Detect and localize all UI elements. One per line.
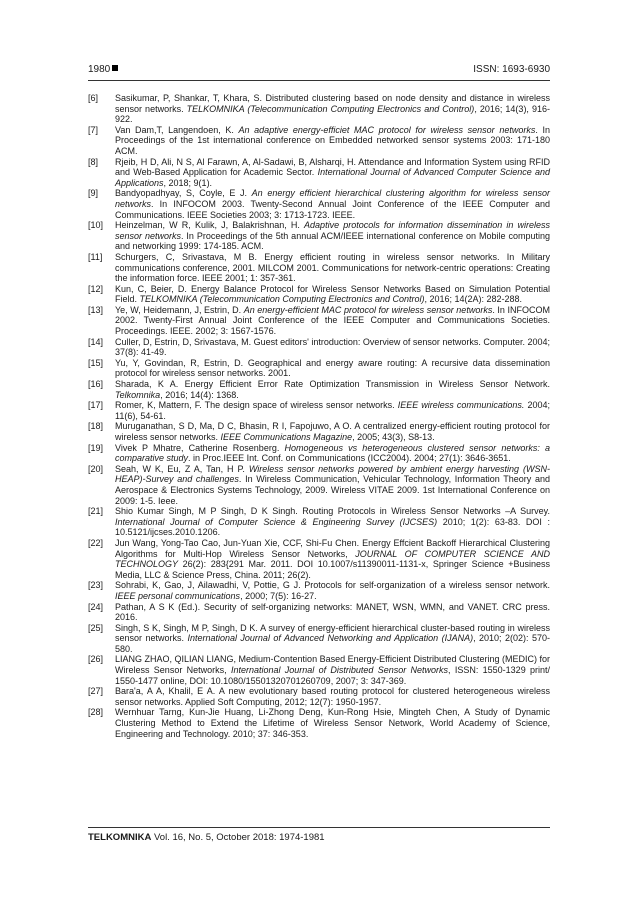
reference-text [115, 358, 550, 379]
reference-text [115, 580, 550, 601]
reference-text [115, 157, 550, 188]
reference-number: [28] [88, 707, 104, 718]
reference-segment: Sasikumar, P, Shankar, T, Khara, S. Distributed clustering based on node density and distance in wireless sensor networks. [115, 93, 550, 114]
reference-text [115, 623, 550, 654]
reference-segment: Pathan, A S K (Ed.). Security of self-organizing networks: MANET, WSN, WMN, and VANET. CRC press. 2016. [115, 601, 550, 623]
reference-text [115, 188, 550, 219]
reference-text [115, 654, 550, 685]
reference-item [88, 421, 550, 442]
reference-text [115, 538, 550, 580]
reference-item [88, 220, 550, 252]
reference-item [88, 358, 550, 379]
reference-item [88, 125, 550, 157]
reference-segment: Singh, S K, Singh, M P, Singh, D K. A survey of energy-efficient hierarchical cluster-based routing in wireless sensor networks. [115, 622, 550, 644]
reference-venue: An energy efficient hierarchical clustering algorithm for wireless sensor networks [115, 188, 551, 209]
journal-name: TELKOMNIKA [88, 832, 152, 843]
reference-number: [15] [88, 357, 104, 368]
reference-number: [12] [88, 283, 104, 294]
reference-number: [11] [88, 251, 103, 262]
reference-segment: Shio Kumar Singh, M P Singh, D K Singh. Routing Protocols in Wireless Sensor Networks –A Survey. [115, 506, 550, 517]
square-icon [112, 65, 118, 71]
reference-segment: Rjeib, H D, Ali, N S, Al Farawn, A, Al-Sadawi, B, Alsharqi, H. Attendance and Information System using RFID and Web-Based Application for Academic Sector. [115, 156, 550, 178]
reference-segment: Kun, C, Beier, D. Energy Balance Protocol for Wireless Sensor Networks Based on Simulation Potential Field. [115, 283, 550, 305]
reference-number: [22] [88, 537, 104, 548]
page-header [88, 64, 550, 78]
reference-segment: Bara'a, A A, Khalil, E A. A new evolutionary based routing protocol for clustered heterogeneous wireless sensor networks. Applied Soft Computing, 2012; 12(7): 1950-1957. [115, 686, 550, 707]
reference-text [115, 400, 550, 421]
reference-item [88, 337, 550, 358]
reference-number: [14] [88, 336, 104, 347]
reference-text [115, 284, 550, 305]
reference-number: [16] [88, 379, 104, 390]
reference-item [88, 400, 550, 421]
reference-number: [23] [88, 580, 104, 591]
reference-segment: Seah, W K, Eu, Z A, Tan, H P. [115, 463, 249, 474]
reference-segment: , 2018; 9(1). [163, 177, 213, 188]
header-divider [88, 80, 550, 81]
reference-venue: Adaptive protocols for information dissemination in wireless sensor networks [115, 220, 550, 241]
reference-segment: , ISSN: 1550-1329 print/ 1550-1477 online, DOI: 10.1080/15501320701260709, 2007; 3: 347-369. [115, 665, 551, 686]
reference-venue: International Journal of Advanced Networking and Application (IJANA) [187, 633, 474, 644]
reference-item [88, 379, 550, 400]
reference-item [88, 623, 550, 655]
reference-venue: IEEE personal communications [115, 590, 241, 601]
reference-number: [24] [88, 601, 104, 612]
reference-text [115, 707, 550, 738]
reference-item [88, 284, 550, 305]
reference-segment: Sharada, K A. Energy Efficient Error Rate Optimization Transmission in Wireless Sensor Network. [115, 379, 550, 390]
reference-number: [10] [88, 220, 104, 231]
reference-segment: Heinzelman, W R, Kulik, J, Balakrishnan, H. [115, 220, 305, 231]
reference-segment: Vivek P Mhatre, Catherine Rosenberg. [115, 442, 285, 453]
reference-venue: JOURNAL OF COMPUTER SCIENCE AND TECHNOLOGY [115, 548, 550, 570]
reference-number: [13] [88, 304, 104, 315]
reference-segment: Sohrabi, K, Gao, J, Ailawadhi, V, Pottie, G J. Protocols for self-organization of a wireless sensor network. [115, 580, 550, 591]
reference-item [88, 443, 550, 464]
reference-item [88, 305, 550, 337]
reference-venue: International Journal of Advanced Computer Science and Applications [115, 167, 551, 188]
reference-segment: Wernhuar Tarng, Kun-Jie Huang, Li-Zhong Deng, Kun-Rong Hsie, Mingteh Chen, A Study of Dynamic Clustering Method to Extend the Lifetime of Wireless Sensor Network, World Academy of Science, Engineering and Technology. 2010; 37: 346-353. [115, 707, 550, 739]
reference-venue: TELKOMNIKA (Telecommunication Computing Electronics and Control) [186, 103, 475, 114]
reference-number: [21] [88, 506, 104, 517]
reference-segment: Yu, Y, Govindan, R, Estrin, D. Geographical and energy aware routing: A recursive data dissemination protocol for wireless sensor networks. 2001. [115, 357, 550, 379]
reference-segment: , 2016; 14(3), 916-922. [115, 103, 550, 125]
reference-text [115, 220, 550, 251]
reference-text [115, 337, 550, 358]
reference-segment: . In INFOCOM 2002. Twenty-First Annual Joint Conference of the IEEE Computer and Communications Societies. Proceedings. IEEE. 2002; 3: 1567-1576. [115, 304, 550, 337]
reference-venue: Telkomnika [115, 389, 161, 400]
reference-item [88, 93, 550, 125]
reference-number: [20] [88, 463, 104, 474]
reference-segment: Van Dam,T, Langendoen, K. [115, 124, 239, 135]
reference-segment: , 2016; 14(4): 1368. [160, 389, 239, 400]
reference-item [88, 538, 550, 580]
reference-list [88, 93, 550, 739]
reference-venue: An energy-efficient MAC protocol for wireless sensor networks [243, 304, 493, 315]
reference-item [88, 464, 550, 506]
reference-text [115, 421, 550, 442]
reference-segment: , 2000; 7(5): 16-27. [240, 590, 317, 601]
reference-number: [17] [88, 400, 104, 411]
journal-citation: Vol. 16, No. 5, October 2018: 1974-1981 [151, 832, 325, 843]
reference-item [88, 654, 550, 686]
reference-item [88, 602, 550, 623]
reference-venue: International Journal of Computer Science & Engineering Survey (IJCSES) [115, 516, 438, 527]
reference-item [88, 188, 550, 220]
reference-number: [18] [88, 421, 104, 432]
reference-segment: . In INFOCOM 2003. Twenty-Second Annual Joint Conference of the IEEE Computer and Communications. IEEE Societies 2003; 3: 1713-1723. IEEE. [115, 198, 550, 220]
reference-number: [25] [88, 622, 104, 633]
reference-segment: 2004; 11(6), 54-61. [115, 400, 550, 421]
reference-segment: , 2016; 14(2A): 282-288. [424, 294, 523, 305]
reference-item [88, 252, 550, 284]
footer-divider [88, 827, 550, 828]
reference-segment: LIANG ZHAO, QILIAN LIANG, Medium-Contention Based Energy-Efficient Distributed Clustering (MEDIC) for Wireless Sensor Networks, [115, 654, 550, 676]
reference-venue: IEEE Communications Magazine [220, 432, 353, 442]
reference-segment: . In Proceedings of the 1st international conference on Embedded networked sensor systems 2003: 171-180 ACM. [115, 124, 550, 156]
reference-text [115, 125, 550, 156]
reference-text [115, 443, 550, 464]
reference-item [88, 157, 550, 189]
reference-segment: Culler, D, Estrin, D, Srivastava, M. Guest editors' introduction: Overview of sensor networks. Computer. 2004; 37(8): 41-49. [115, 336, 550, 358]
reference-text [115, 252, 550, 283]
page-footer [88, 832, 325, 843]
reference-number: [6] [88, 93, 99, 103]
reference-item [88, 580, 550, 601]
reference-segment: 26(2): 283{291 Mar. 2011. DOI 10.1007/s11390011-1131-x, Springer Science +Business Media, LLC & Science Press, China. 2011; 26(2). [115, 559, 550, 580]
reference-segment: Muruganathan, S D, Ma, D C, Bhasin, R I, Fapojuwo, A O. A centralized energy-efficient routing protocol for wireless sensor networks. [115, 421, 550, 442]
reference-number: [7] [88, 124, 99, 135]
reference-segment: 2010; 1(2): 63-83. DOI : 10.5121/ijcses.2010.1206. [115, 516, 550, 538]
reference-number: [9] [88, 188, 99, 199]
reference-item [88, 707, 550, 739]
reference-text [115, 686, 550, 707]
reference-segment: Schurgers, C, Srivastava, M B. Energy efficient routing in wireless sensor networks. In Military communications conference, 2001. MILCOM 2001. Communications for network-centric operations: Creating the information force. IEEE 2001; 1: 357-361. [115, 251, 550, 284]
reference-venue: Homogeneous vs heterogeneous clustered sensor networks: a comparative study [115, 442, 550, 464]
reference-number: [26] [88, 654, 104, 665]
reference-number: [8] [88, 156, 99, 167]
reference-venue: An adaptive energy-efficiet MAC protocol for wireless sensor networks [238, 124, 536, 135]
reference-segment: Jun Wang, Yong-Tao Cao, Jun-Yuan Xie, CCF, Shi-Fu Chen. Energy Effcient Backoff Hierarchical Clustering Algorithms for Multi-Hop Wireless Sensor Networks, [115, 537, 550, 559]
reference-segment: . In Wireless Communication, Vehicular Technology, Information Theory and Aerospace & Electronics Systems Technology, 2009. Wireless VITAE 2009. 1st International Conference on 2009: 1-5. Ieee. [115, 474, 550, 506]
reference-number: [27] [88, 686, 104, 697]
reference-segment: Bandyopadhyay, S, Coyle, E J. [115, 188, 252, 199]
reference-segment: Romer, K, Mattern, F. The design space of wireless sensor networks. [115, 400, 398, 411]
reference-segment: , 2010; 2(02): 570-580. [115, 633, 550, 654]
page-number: 1980 [88, 64, 118, 75]
reference-text [115, 379, 550, 400]
reference-segment: Ye, W, Heidemann, J, Estrin, D. [115, 304, 244, 315]
reference-venue: TELKOMNIKA (Telecommunication Computing Electronics and Control) [139, 294, 425, 305]
reference-item [88, 506, 550, 538]
reference-text [115, 305, 550, 336]
reference-segment: . In Proceedings of the 5th annual ACM/IEEE international conference on Mobile computing and networking 1999: 174-185. ACM. [115, 230, 550, 252]
reference-number: [19] [88, 442, 104, 453]
reference-segment: , 2005; 43(3), S8-13. [352, 432, 435, 442]
issn-label: ISSN: 1693-6930 [473, 64, 550, 75]
reference-text [115, 464, 550, 506]
reference-segment: . in Proc.IEEE Int. Conf. on Communications (ICC2004). 2004; 27(1): 3646-3651. [188, 453, 511, 464]
reference-text [115, 93, 550, 124]
reference-text [115, 602, 550, 623]
reference-venue: Wireless sensor networks powered by ambient energy harvesting (WSN-HEAP)-Survey and challenges [115, 463, 550, 485]
reference-item [88, 686, 550, 707]
reference-venue: International Journal of Distributed Sensor Networks [230, 665, 449, 676]
reference-venue: IEEE wireless communications. [397, 400, 525, 411]
reference-text [115, 506, 550, 537]
